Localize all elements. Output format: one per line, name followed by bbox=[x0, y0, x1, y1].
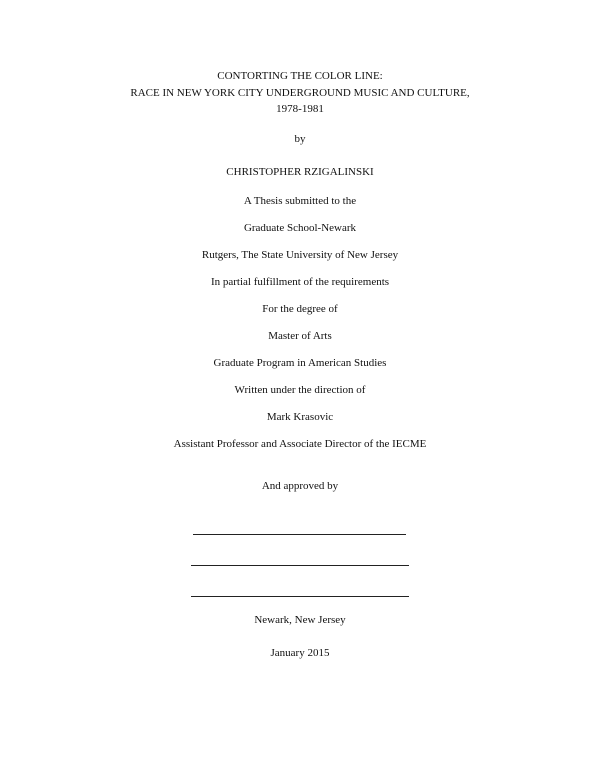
submission-date: January 2015 bbox=[270, 647, 330, 659]
thesis-statement: A Thesis submitted to the bbox=[243, 195, 357, 207]
graduate-school: Graduate School-Newark bbox=[243, 222, 357, 234]
advisor-title: Assistant Professor and Associate Director of the IECME bbox=[173, 438, 427, 450]
location: Newark, New Jersey bbox=[254, 614, 346, 626]
university: Rutgers, The State University of New Jersey bbox=[201, 249, 399, 261]
author-name: CHRISTOPHER RZIGALINSKI bbox=[226, 166, 374, 178]
signature-line-1 bbox=[193, 534, 406, 535]
title-line-1: CONTORTING THE COLOR LINE: bbox=[217, 70, 383, 82]
signature-line-2 bbox=[191, 565, 409, 566]
degree-intro: For the degree of bbox=[262, 303, 338, 315]
by-label: by bbox=[294, 133, 306, 145]
graduate-program: Graduate Program in American Studies bbox=[213, 357, 387, 369]
degree-name: Master of Arts bbox=[268, 330, 332, 342]
title-line-2: RACE IN NEW YORK CITY UNDERGROUND MUSIC AND CULTURE, bbox=[130, 87, 470, 99]
fulfillment-statement: In partial fulfillment of the requirements bbox=[210, 276, 390, 288]
approved-by-label: And approved by bbox=[261, 480, 339, 492]
advisor-name: Mark Krasovic bbox=[266, 411, 334, 423]
signature-line-3 bbox=[191, 596, 409, 597]
direction-intro: Written under the direction of bbox=[234, 384, 366, 396]
title-line-3: 1978-1981 bbox=[276, 103, 324, 115]
